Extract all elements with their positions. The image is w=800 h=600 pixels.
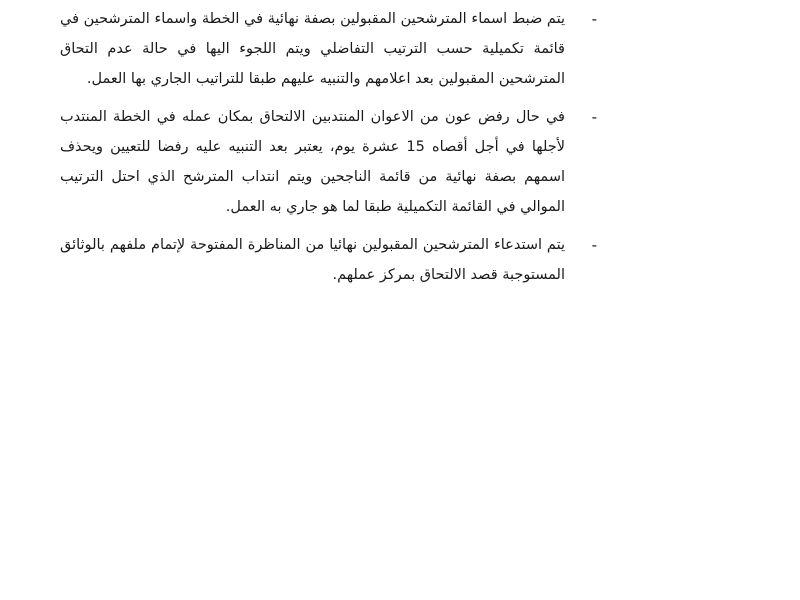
list-item bbox=[60, 4, 597, 94]
list-item-text: يتم ضبط اسماء المترشحين المقبولين بصفة نهائية في الخطة واسماء المترشحين في قائمة تكميلية حسب الترتيب التفاضلي ويتم اللجوء اليها في حالة عدم التحاق المترشحين المقبولين بعد اعلامهم والتنبيه عليهم طبقا للتراتيب الجاري بها العمل. bbox=[60, 11, 565, 87]
list-item bbox=[60, 230, 597, 290]
document-body bbox=[60, 4, 597, 290]
bullet-marker: - bbox=[591, 108, 597, 126]
list-item-text: يتم استدعاء المترشحين المقبولين نهائيا من المناظرة المفتوحة لإتمام ملفهم بالوثائق المستوجبة قصد الالتحاق بمركز عملهم. bbox=[60, 237, 565, 283]
list-item-text: في حال رفض عون من الاعوان المنتدبين الالتحاق بمكان عمله في الخطة المنتدب لأجلها في أجل أقصاه 15 عشرة يوم، يعتبر بعد التنبيه عليه رفضا للتعيين ويحذف اسمهم بصفة نهائية من قائمة الناجحين ويتم انتداب المترشح الذي احتل الترتيب الموالي في القائمة التكميلية طبقا لما هو جاري به العمل. bbox=[60, 109, 565, 215]
bullet-marker: - bbox=[591, 10, 597, 28]
bullet-marker: - bbox=[591, 236, 597, 254]
list-item bbox=[60, 102, 597, 222]
